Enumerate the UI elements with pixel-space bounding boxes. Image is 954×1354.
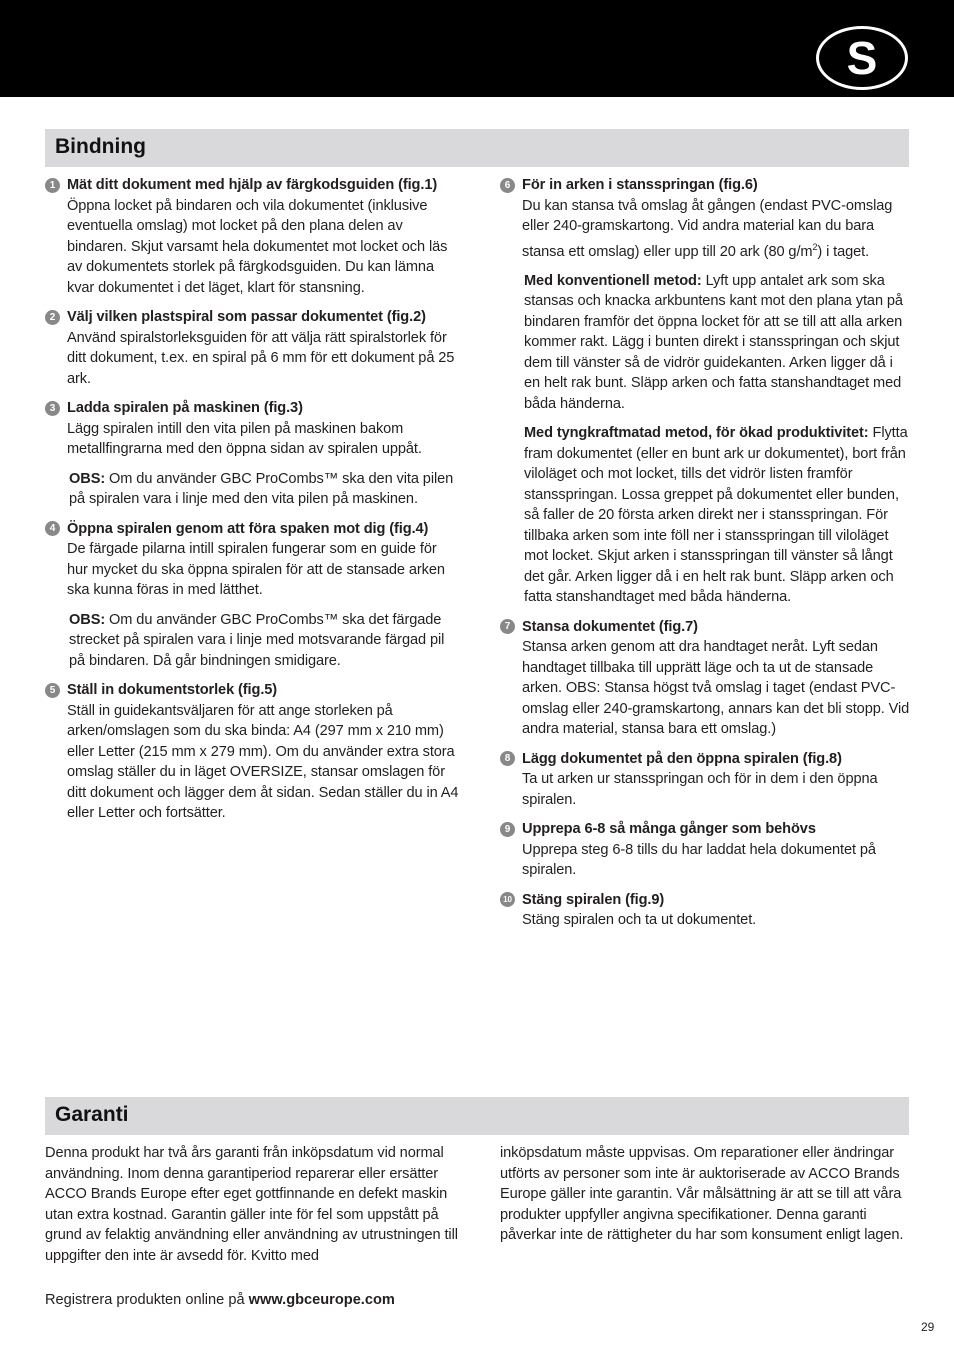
step-number-icon: 5	[45, 683, 60, 698]
register-line: Registrera produkten online på www.gbceurope.com	[45, 1292, 395, 1308]
step-body: Upprepa steg 6-8 tills du har laddat hela dokumentet på spiralen.	[522, 841, 876, 879]
register-link[interactable]: www.gbceurope.com	[248, 1292, 395, 1308]
page-number: 29	[921, 1320, 935, 1334]
step-10	[500, 890, 910, 931]
step-1	[45, 175, 459, 298]
step-body: De färgade pilarna intill spiralen fungerar som en guide för hur mycket du ska öppna spiralen för att de stansade arken ska kunna föras in med lätthet.	[67, 541, 445, 598]
step-number-icon: 2	[45, 310, 60, 325]
step-title: Lägg dokumentet på den öppna spiralen (fig.8)	[522, 750, 842, 767]
section-title: Garanti	[55, 1103, 129, 1126]
note-procombs-arrow: OBS: Om du använder GBC ProCombs™ ska den vita pilen på spiralen vara i linje med den vita pilen på maskinen.	[69, 470, 454, 507]
step-5	[45, 680, 459, 824]
step-7	[500, 617, 910, 740]
step-title: Stansa dokumentet (fig.7)	[522, 618, 698, 635]
step-title: Öppna spiralen genom att föra spaken mot dig (fig.4)	[67, 520, 429, 537]
garanti-text-right: inköpsdatum måste uppvisas. Om reparationer eller ändringar utförts av personer som inte är auktoriserade av ACCO Brands Europe gäller inte garantin. Vår målsättning är att se till att våra produkter uppfyller angivna specifikationer. Denna garanti påverkar inte de rättigheter du har som konsument enligt lagen.	[500, 1145, 904, 1243]
step-body: Stäng spiralen och ta ut dokumentet.	[522, 912, 757, 929]
step-title: Upprepa 6-8 så många gånger som behövs	[522, 821, 816, 838]
step-number-icon: 7	[500, 619, 515, 634]
step-body: Lägg spiralen intill den vita pilen på maskinen bakom metallfingrarna med den öppna sidan av spiralen uppåt.	[67, 420, 422, 457]
step-body: Ta ut arken ur stansspringan och för in dem i den öppna spiralen.	[522, 771, 878, 808]
step-body: Öppna locket på bindaren och vila dokumentet (inklusive eventuella omslag) mot locket på den plana delen av bindaren. Skjut varsamt hela dokumentet mot locket och läs av dokumentets storlek på färgkodsguiden. Du kan lämna kvar dokumentet i det läget, klart för stansning.	[67, 197, 448, 296]
step-title: Mät ditt dokument med hjälp av färgkodsguiden (fig.1)	[67, 177, 438, 193]
step-number-icon: 10	[500, 892, 515, 907]
step-title: Ställ in dokumentstorlek (fig.5)	[67, 682, 278, 698]
language-badge: S	[816, 26, 908, 90]
step-title: Ladda spiralen på maskinen (fig.3)	[67, 400, 303, 416]
step-9	[500, 819, 910, 881]
bindning-right-column	[500, 175, 910, 940]
step-body: Ställ in guidekantsväljaren för att ange storleken på arken/omslagen som du ska binda: A4 (297 mm x 210 mm) eller Letter (215 mm x 279 mm). Om du använder extra stora omslag ställer du in läget OVERSIZE, stansar omslagen för ditt dokument och lägger dem åt sidan. Sedan ställer du in A4 eller Letter och fortsätter.	[67, 702, 459, 821]
step-body: Du kan stansa två omslag åt gången (endast PVC-omslag eller 240-gramskartong. Vid andra material kan du bara stansa ett omslag) eller upp till 20 ark (80 $g/m^2$) i taget.	[522, 197, 893, 260]
step-3	[45, 398, 459, 460]
note-procombs-color: OBS: Om du använder GBC ProCombs™ ska det färgade strecket på spiralen vara i linje med motsvarande färgad pil på bindaren. Då går bindningen smidigare.	[69, 611, 445, 669]
step-4	[45, 519, 459, 601]
section-heading-bindning	[45, 129, 909, 167]
method-gravity-fed: Med tyngkraftmatad metod, för ökad produktivitet: Flytta fram dokumentet (eller en bunt ark ur dokumentet), bort från viloläget och mot locket, tills det vidrör listen framför stansspringan. Lossa greppet på dokumentet eller bunden, så faller de 20 första arken direkt ner i stansspringan. För tillbaka arken som inte föll ner i stansspringan till viloläget mot locket. Skjut arken i stansspringan till vänster så långt det går. Arken ligger då i en helt rak bunt. Släpp arken och fatta stanshandtaget med båda händerna.	[524, 425, 908, 606]
section-title: Bindning	[55, 135, 146, 158]
step-number-icon: 3	[45, 401, 60, 416]
step-title: Välj vilken plastspiral som passar dokumentet (fig.2)	[67, 309, 426, 325]
step-body: Stansa arken genom att dra handtaget neråt. Lyft sedan handtaget tillbaka till upprätt läge och ta ut de stansade arken. OBS: Stansa högst två omslag i taget (endast PVC-omslag eller 240-gramskartong, annars kan det bli stopp. Vid andra material, stansa bara ett omslag.)	[522, 639, 910, 738]
bindning-left-column	[45, 175, 459, 833]
step-8	[500, 749, 910, 811]
step-number-icon: 6	[500, 178, 515, 193]
section-heading-garanti	[45, 1097, 909, 1135]
header-bar	[0, 0, 954, 97]
step-2	[45, 307, 459, 389]
step-number-icon: 8	[500, 751, 515, 766]
step-body: Använd spiralstorleksguiden för att välja rätt spiralstorlek för ditt dokument, t.ex. en spiral på 6 mm för ett dokument på 25 ark.	[67, 329, 455, 387]
step-title: Stäng spiralen (fig.9)	[522, 891, 665, 908]
garanti-text-left: Denna produkt har två års garanti från inköpsdatum vid normal användning. Inom denna garantiperiod reparerar eller ersätter ACCO Brands Europe efter eget gottfinnande en defekt maskin utan extra kostnad. Garantin gäller inte för fel som uppstått på grund av felaktig användning eller användning av utrustningen till uppgifter den inte är avsedd för. Kvitto med	[45, 1145, 458, 1264]
step-number-icon: 4	[45, 521, 60, 536]
step-title: För in arken i stansspringan (fig.6)	[522, 177, 758, 193]
step-6	[500, 175, 910, 262]
step-number-icon: 1	[45, 178, 60, 193]
step-number-icon: 9	[500, 822, 515, 837]
method-conventional: Med konventionell metod: Lyft upp antalet ark som ska stansas och knacka arkbuntens kant mot den plana ytan på bindaren framför det öppna locket för att se till att alla arken kommer rakt. Lägg i bunten direkt i stansspringan och skjut dem till vänster så de vidrör guidekanten. Arken ligger då i en helt rak bunt. Släpp arken och fatta stanshandtaget med båda händerna.	[524, 272, 903, 412]
